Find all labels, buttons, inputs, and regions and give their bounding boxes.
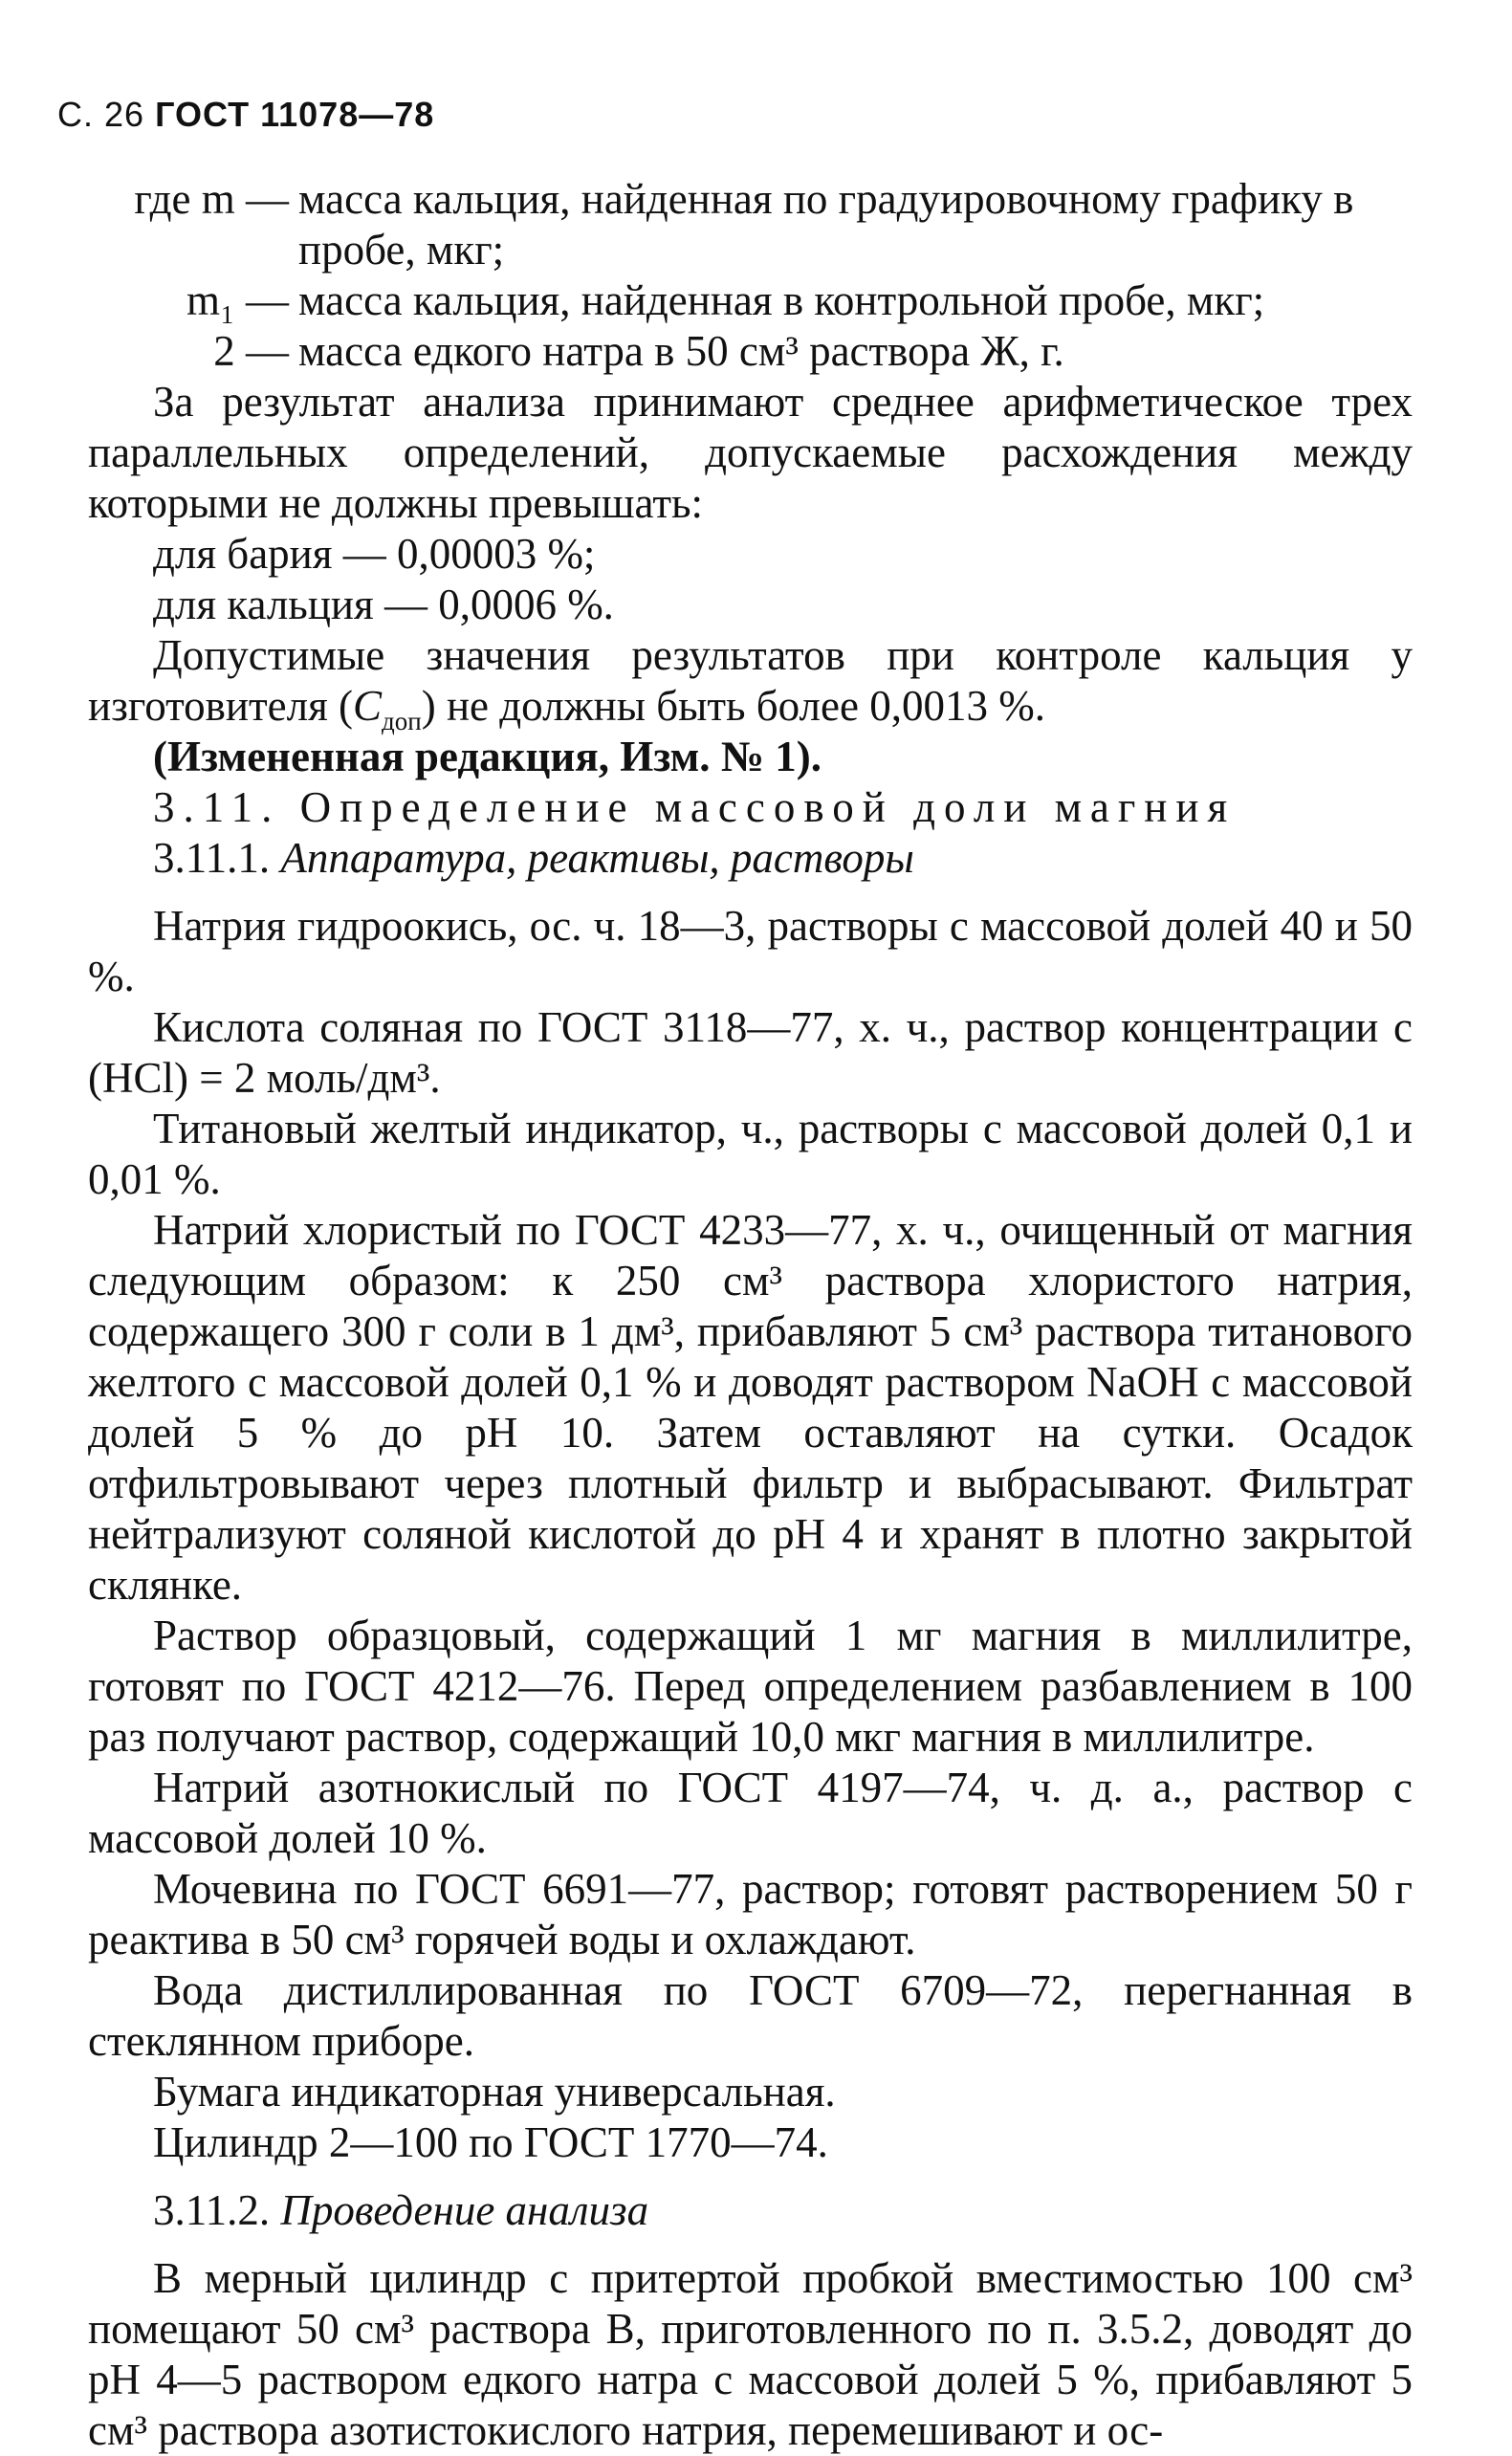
reagent-item: Натрий азотнокислый по ГОСТ 4197—74, ч. д. а., раствор с массовой долей 10 %. bbox=[88, 1764, 1413, 1862]
definition-text: масса кальция, найденная в контрольной пробе, мкг; bbox=[298, 276, 1265, 324]
amendment-note: (Измененная редакция, Изм. № 1). bbox=[153, 733, 822, 780]
page-number: С. 26 bbox=[57, 95, 145, 134]
definition-text: масса кальция, найденная по градуировочному графику в пробе, мкг; bbox=[298, 175, 1354, 274]
analysis-procedure: В мерный цилиндр с притертой пробкой вместимостью 100 см³ помещают 50 см³ раствора В, приготовленного по п. 3.5.2, доводят до pH 4—5 раствором едкого натра с массовой долей 5 %, прибавляют 5 см³ раствора азотистокислого натрия, перемешивают и ос- bbox=[88, 2254, 1413, 2454]
page-body bbox=[88, 174, 1413, 2456]
definition-symbol: 2 — bbox=[213, 327, 289, 375]
reagent-item: Кислота соляная по ГОСТ 3118—77, х. ч., раствор концентрации c (HCl) = 2 моль/дм³. bbox=[88, 1003, 1413, 1102]
definition-2 bbox=[109, 326, 1413, 377]
reagent-item: Мочевина по ГОСТ 6691—77, раствор; готовят растворением 50 г реактива в 50 см³ горячей воды и охлаждают. bbox=[88, 1865, 1413, 1963]
reagent-item: Титановый желтый индикатор, ч., растворы с массовой долей 0,1 и 0,01 %. bbox=[88, 1105, 1413, 1203]
manufacturer-limit: Допустимые значения результатов при контроле кальция у изготовителя $(C_{доп})$ не должны быть более 0,0013 %. bbox=[88, 631, 1413, 735]
page-header bbox=[57, 94, 434, 136]
formula-definitions bbox=[109, 174, 1413, 377]
definition-text: масса едкого натра в 50 см³ раствора Ж, г. bbox=[298, 327, 1064, 375]
definition-m1 bbox=[109, 275, 1413, 326]
definition-symbol: где m — bbox=[134, 175, 289, 223]
spacer bbox=[88, 2168, 1413, 2185]
reagent-item: Раствор образцовый, содержащий 1 мг магния в миллилитре, готовят по ГОСТ 4212—76. Перед определением разбавлением в 100 раз получают раствор, содержащий 10,0 мкг магния в миллилитре. bbox=[88, 1612, 1413, 1761]
definition-symbol: m₁ — bbox=[186, 276, 289, 324]
reagent-item: Натрий хлористый по ГОСТ 4233—77, х. ч., очищенный от магния следующим образом: к 250 см³ раствора хлористого натрия, содержащего 300 г соли в 1 дм³, прибавляют 5 см³ раствора титанового желтого с массовой долей 0,1 % и доводят раствором NaOH с массовой долей 5 % до pH 10. Затем оставляют на сутки. Осадок отфильтровывают через плотный фильтр и выбрасывают. Фильтрат нейтрализуют соляной кислотой до pH 4 и хранят в плотно закрытой склянке. bbox=[88, 1206, 1413, 1609]
spacer bbox=[88, 884, 1413, 901]
subsection-title-analysis: 3.11.2. Проведение анализа bbox=[153, 2186, 649, 2234]
reagent-item: Бумага индикаторная универсальная. bbox=[153, 2068, 836, 2116]
standard-number: ГОСТ 11078—78 bbox=[155, 95, 435, 134]
reagent-item: Натрия гидроокись, ос. ч. 18—3, растворы с массовой долей 40 и 50 %. bbox=[88, 902, 1413, 1000]
reagent-item: Цилиндр 2—100 по ГОСТ 1770—74. bbox=[153, 2118, 828, 2166]
section-title: 3.11. Определение массовой доли магния bbox=[153, 783, 1237, 831]
reagent-item: Вода дистиллированная по ГОСТ 6709—72, перегнанная в стеклянном приборе. bbox=[88, 1966, 1413, 2065]
subsection-title-equipment: 3.11.1. Аппаратура, реактивы, растворы bbox=[153, 834, 914, 882]
spacer bbox=[88, 2236, 1413, 2253]
result-intro: За результат анализа принимают среднее арифметическое трех параллельных определений, допускаемые расхождения между которыми не должны превышать: bbox=[88, 378, 1413, 527]
calcium-tolerance: для кальция — 0,0006 %. bbox=[153, 581, 614, 628]
barium-tolerance: для бария — 0,00003 %; bbox=[153, 530, 596, 578]
definition-m bbox=[109, 174, 1413, 275]
